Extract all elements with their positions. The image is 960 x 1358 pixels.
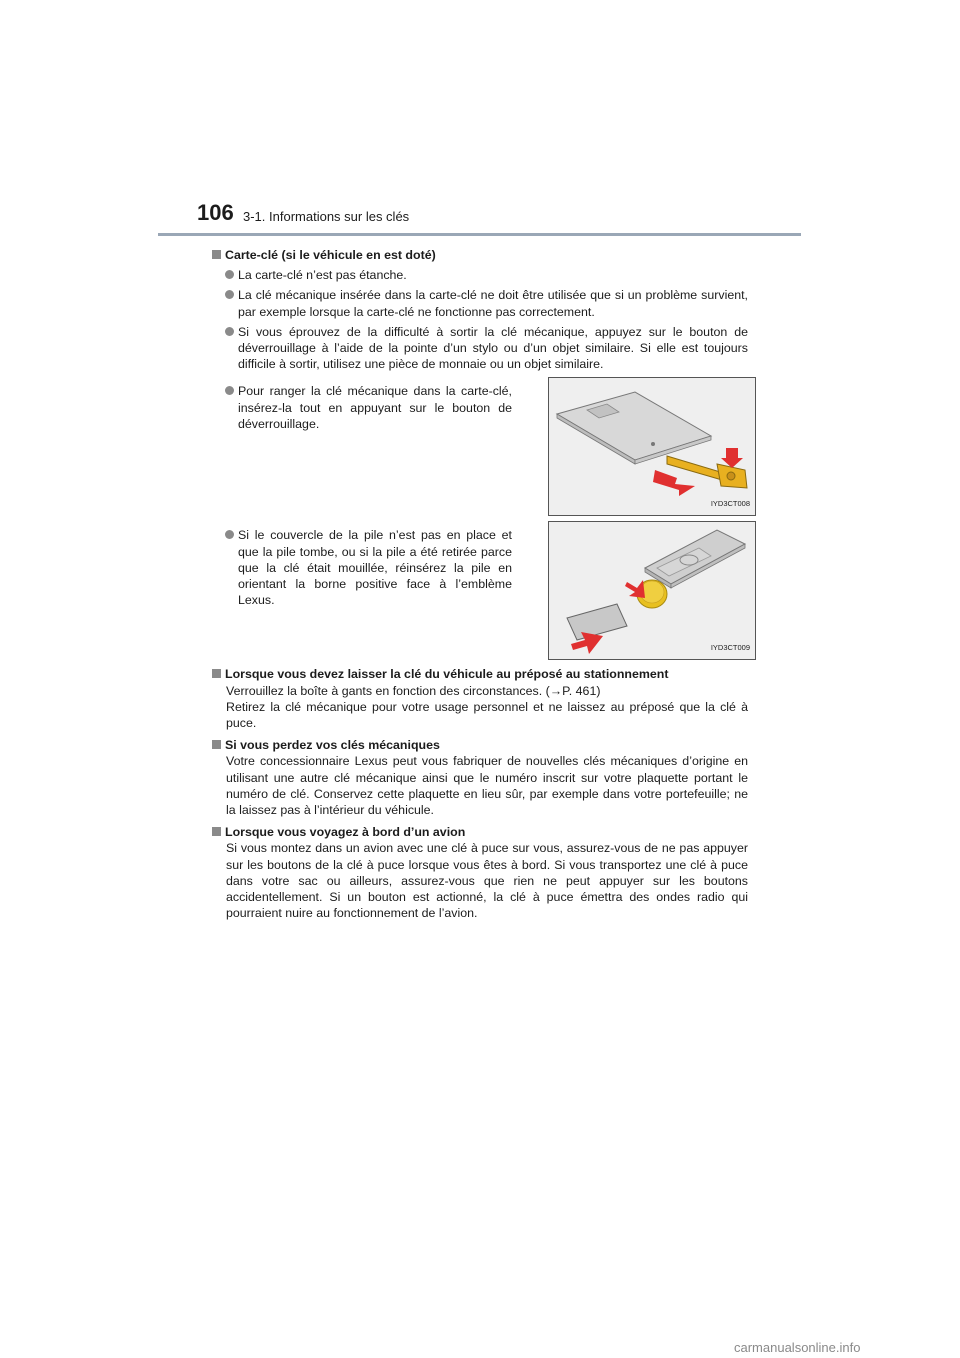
list-item-text: Pour ranger la clé mécanique dans la carte-clé, insérez-la tout en appuyant sur le bouton de déverrouillage.: [238, 384, 512, 431]
valet-line-2: Retirez la clé mécanique pour votre usage personnel et ne laissez au préposé que la clé à puce.: [226, 699, 748, 731]
heading-lost-keys: [212, 737, 748, 753]
airplane-paragraph: Si vous montez dans un avion avec une clé à puce sur vous, assurez-vous de ne pas appuyer sur les boutons de la clé à puce lorsque vous êtes à bord. Si vous transportez une clé à puce dans votre sac ou ailleurs, assurez-vous que rien ne peut appuyer sur les boutons accidentellement. Si un bouton est actionné, la clé à puce émettra des ondes radio qui pourraient nuire au fonctionnement de l’avion.: [226, 841, 748, 921]
heading-card-key-text: Carte-clé (si le véhicule en est doté): [225, 248, 436, 262]
circle-bullet-icon: [225, 327, 234, 336]
figure-row-battery: [212, 521, 748, 660]
heading-airplane: [212, 824, 748, 840]
heading-card-key: [212, 247, 748, 263]
figure-label: IYD3CT009: [710, 643, 750, 653]
section-title: 3-1. Informations sur les clés: [243, 209, 410, 224]
list-item-text: Si vous éprouvez de la difficulté à sortir la clé mécanique, appuyez sur le bouton de déverrouillage à l’aide de la pointe d’un stylo ou d’un objet similaire. Si elle est toujours difficile à sortir, utilisez une pièce de monnaie ou un objet similaire.: [238, 324, 748, 372]
circle-bullet-icon: [225, 386, 234, 395]
circle-bullet-icon: [225, 530, 234, 539]
square-bullet-icon: [212, 827, 221, 836]
page-number: 106: [197, 200, 234, 225]
list-item: [212, 383, 512, 516]
figure-row-store-key: [212, 377, 748, 516]
heading-airplane-text: Lorsque vous voyagez à bord d’un avion: [225, 825, 466, 840]
list-item: [212, 324, 748, 373]
list-item-text: La clé mécanique insérée dans la carte-clé ne doit être utilisée que si un problème survient, par exemple lorsque la carte-clé ne fonctionne pas correctement.: [238, 288, 748, 319]
illustration-battery-reinsertion: [548, 521, 756, 660]
illustration-store-mechanical-key: [548, 377, 756, 516]
heading-valet-text: Lorsque vous devez laisser la clé du véhicule au préposé au stationnement: [225, 667, 669, 682]
square-bullet-icon: [212, 250, 221, 259]
circle-bullet-icon: [225, 270, 234, 279]
list-item: [212, 287, 748, 319]
list-item-text: La carte-clé n’est pas étanche.: [238, 268, 407, 283]
heading-lost-keys-text: Si vous perdez vos clés mécaniques: [225, 738, 440, 753]
heading-valet: [212, 666, 748, 682]
lost-keys-paragraph: Votre concessionnaire Lexus peut vous fabriquer de nouvelles clés mécaniques d’origine en utilisant une autre clé mécanique ainsi que le numéro inscrit sur votre plaquette portant le numéro de clé. Conservez cette plaquette en lieu sûr, par exemple dans votre portefeuille; ne la laissez pas à l’intérieur du véhicule.: [226, 754, 748, 818]
list-item: [212, 267, 748, 283]
square-bullet-icon: [212, 669, 221, 678]
valet-line-1: Verrouillez la boîte à gants en fonction des circonstances. (→P. 461): [226, 683, 601, 698]
circle-bullet-icon: [225, 290, 234, 299]
watermark: carmanualsonline.info: [734, 1340, 861, 1355]
figure-label: IYD3CT008: [710, 499, 750, 509]
card-key-insertion-drawing: [549, 378, 755, 515]
square-bullet-icon: [212, 740, 221, 749]
page-content: [212, 243, 748, 921]
header-divider: [158, 233, 801, 236]
list-item: [212, 527, 512, 660]
list-item-text: Si le couvercle de la pile n’est pas en place et que la pile tombe, ou si la pile a été retirée parce que la clé était mouillée, réinsérez la pile en orientant la borne positive face à l’emblème Lexus.: [238, 528, 512, 608]
battery-reinsertion-drawing: [549, 522, 755, 659]
